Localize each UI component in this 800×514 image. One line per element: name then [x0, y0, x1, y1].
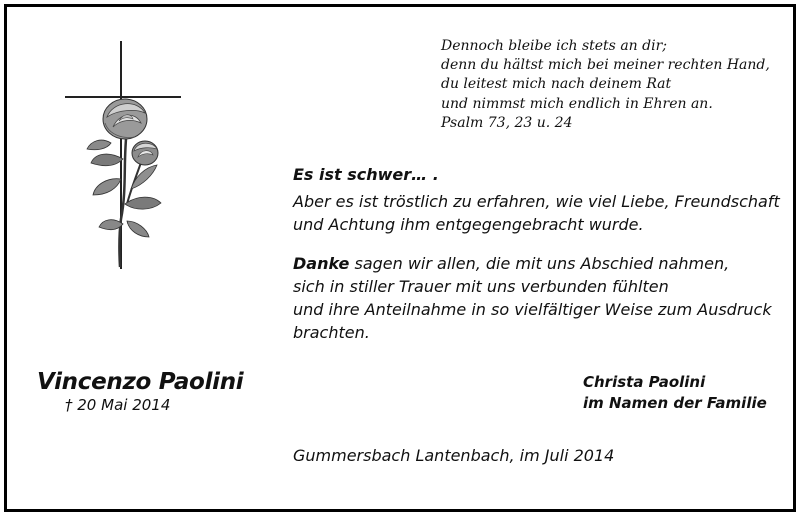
message-line: sich in stiller Trauer mit uns verbunden fühlten [293, 277, 669, 296]
message-line: brachten. [293, 323, 370, 342]
psalm-line: du leitest mich nach deinem Rat [441, 76, 672, 93]
message-line: Aber es ist tröstlich zu erfahren, wie viel Liebe, Freundschaft [293, 192, 780, 211]
message-line: und Achtung ihm entgegengebracht wurde. [293, 215, 644, 234]
psalm-line: und nimmst mich endlich in Ehren an. [441, 95, 713, 112]
thanks-word: Danke [293, 254, 350, 273]
signature-family: im Namen der Familie [583, 394, 767, 412]
obituary-card [4, 4, 796, 512]
psalm-line: Dennoch bleibe ich stets an dir; [441, 38, 667, 54]
message-paragraph-1 [293, 190, 780, 236]
thanks-rest: sagen wir allen, die mit uns Abschied nahmen, [349, 254, 730, 273]
psalm-quote [441, 37, 770, 133]
message-line [293, 252, 772, 275]
psalm-line: denn du hältst mich bei meiner rechten Hand, [441, 57, 770, 74]
deceased-name: Vincenzo Paolini [37, 369, 244, 395]
signature-name: Christa Paolini [583, 373, 706, 391]
deceased-date: † 20 Mai 2014 [65, 396, 171, 414]
psalm-reference: Psalm 73, 23 u. 24 [441, 114, 573, 131]
message-line: und ihre Anteilnahme in so vielfältiger Weise zum Ausdruck [293, 300, 772, 319]
message-headline: Es ist schwer… . [293, 165, 439, 184]
message-paragraph-2 [293, 252, 772, 344]
place-date: Gummersbach Lantenbach, im Juli 2014 [293, 446, 615, 465]
cross-with-rose-icon [57, 39, 187, 271]
